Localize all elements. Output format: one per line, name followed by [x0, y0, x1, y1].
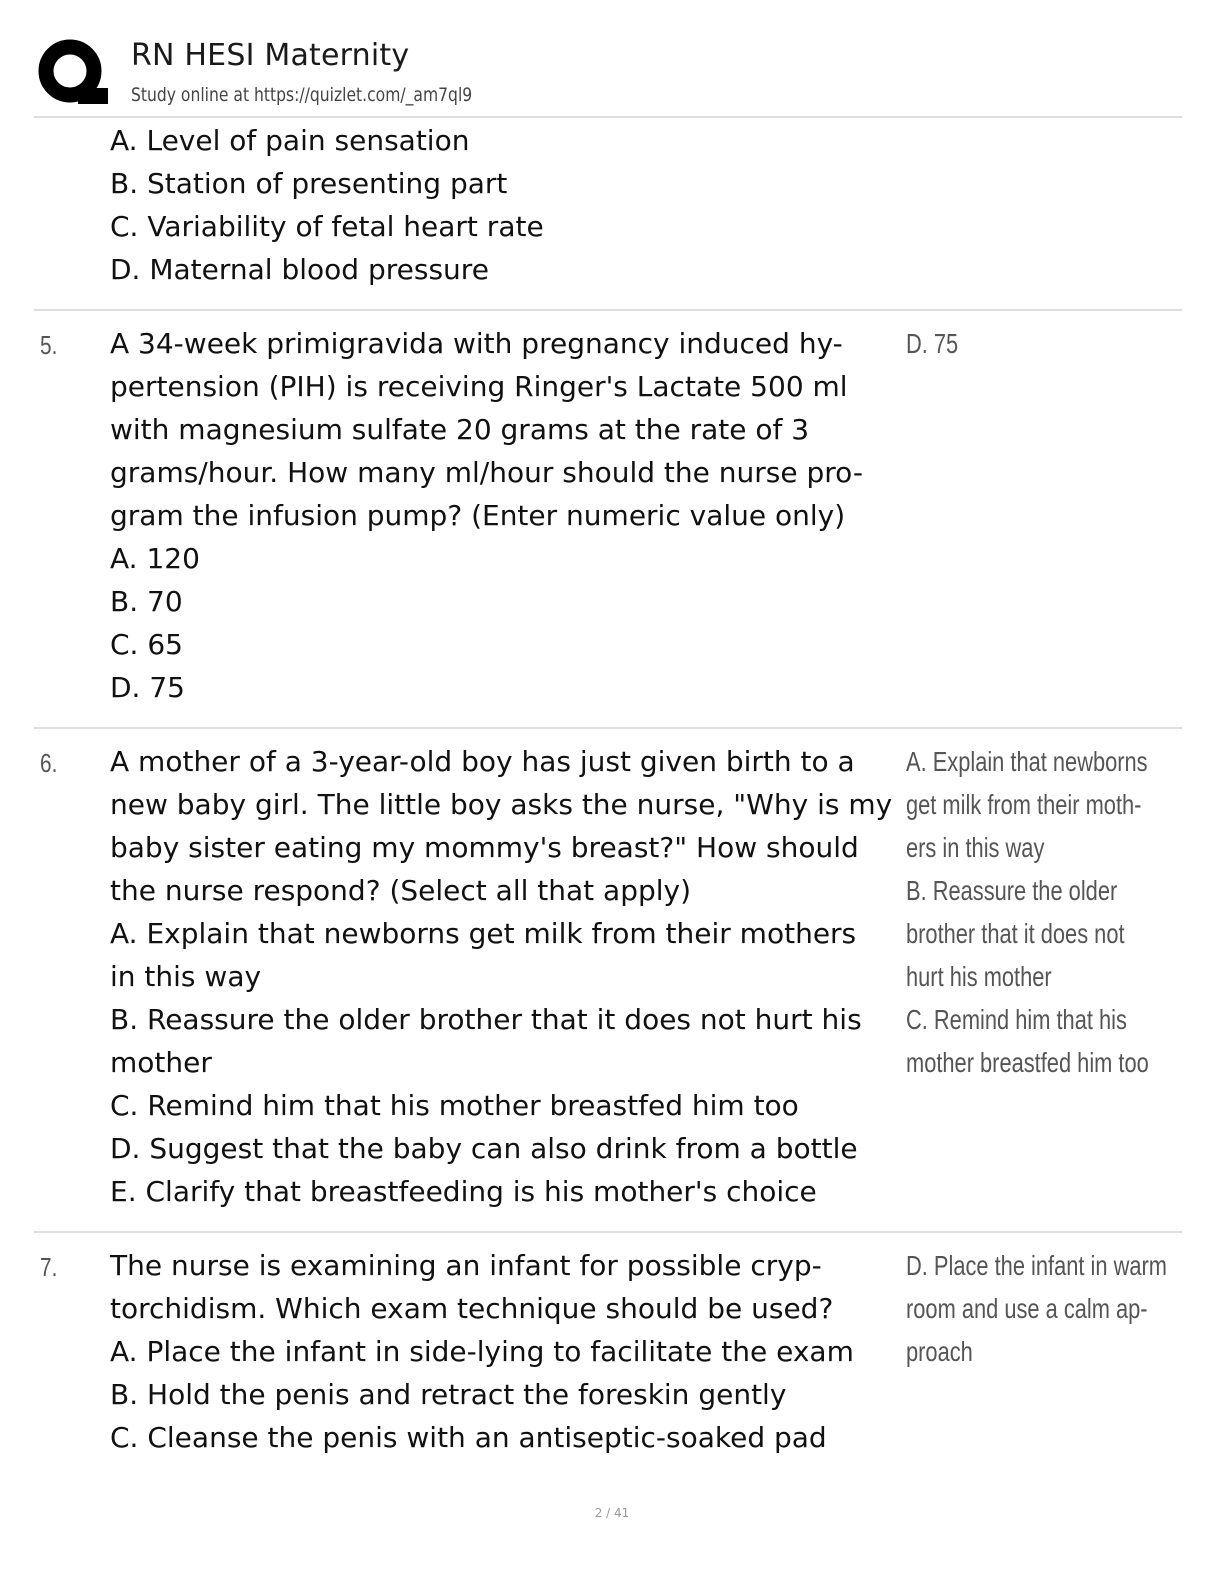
question-line: A mother of a 3-year-old boy has just given birth to a	[110, 745, 855, 778]
question-line: The nurse is examining an infant for possible cryp-	[110, 1249, 822, 1282]
question-line: torchidism. Which exam technique should be used?	[110, 1292, 834, 1325]
option-line: D. 75	[110, 671, 185, 704]
question-line: new baby girl. The little boy asks the nurse, "Why is my	[110, 788, 893, 821]
option-line: mother	[110, 1046, 212, 1079]
option-line: E. Clarify that breastfeeding is his mother's choice	[110, 1175, 817, 1208]
answer-text	[906, 322, 1206, 365]
answer-line: B. Reassure the older	[906, 875, 1118, 906]
study-link[interactable]: Study online at https://quizlet.com/_am7ql9	[131, 84, 473, 106]
question-line: with magnesium sulfate 20 grams at the rate of 3	[110, 413, 810, 446]
page-header	[34, 32, 1182, 116]
option-line: D. Suggest that the baby can also drink from a bottle	[110, 1132, 858, 1165]
question-line: grams/hour. How many ml/hour should the nurse pro-	[110, 456, 863, 489]
answer-line: D. 75	[906, 328, 959, 359]
divider	[34, 727, 1182, 729]
answer-line: A. Explain that newborns	[906, 746, 1148, 777]
divider	[34, 309, 1182, 311]
page-title: RN HESI Maternity	[131, 38, 410, 73]
answer-line: D. Place the infant in warm	[906, 1250, 1167, 1281]
question-line: gram the infusion pump? (Enter numeric value only)	[110, 499, 846, 532]
answer-line: mother breastfed him too	[906, 1047, 1149, 1078]
option-line: C. Variability of fetal heart rate	[110, 210, 544, 243]
option-line: B. Hold the penis and retract the foreskin gently	[110, 1378, 787, 1411]
option-line: in this way	[110, 960, 262, 993]
option-line: A. 120	[110, 542, 200, 575]
option-line: B. Reassure the older brother that it does not hurt his	[110, 1003, 862, 1036]
option-line: A. Place the infant in side-lying to facilitate the exam	[110, 1335, 854, 1368]
question-text	[110, 1244, 910, 1459]
question-number: 6.	[40, 748, 58, 778]
option-line: C. 65	[110, 628, 183, 661]
divider	[34, 116, 1182, 118]
question-line: A 34-week primigravida with pregnancy induced hy-	[110, 327, 843, 360]
option-line: B. Station of presenting part	[110, 167, 508, 200]
option-line: B. 70	[110, 585, 183, 618]
question-options	[110, 119, 910, 291]
option-line: A. Level of pain sensation	[110, 124, 470, 157]
answer-line: ers in this way	[906, 832, 1045, 863]
question-line: the nurse respond? (Select all that apply)	[110, 874, 692, 907]
answer-line: room and use a calm ap-	[906, 1293, 1148, 1324]
answer-line: hurt his mother	[906, 961, 1052, 992]
answer-line: brother that it does not	[906, 918, 1125, 949]
question-number: 5.	[40, 330, 58, 360]
option-line: C. Remind him that his mother breastfed him too	[110, 1089, 799, 1122]
question-number: 7.	[40, 1252, 58, 1282]
answer-line: get milk from their moth-	[906, 789, 1142, 820]
page-number: 2 / 41	[594, 1506, 630, 1520]
question-line: pertension (PIH) is receiving Ringer's Lactate 500 ml	[110, 370, 848, 403]
option-line: C. Cleanse the penis with an antiseptic-soaked pad	[110, 1421, 827, 1454]
question-text	[110, 322, 910, 709]
question-text	[110, 740, 910, 1213]
answer-line: C. Remind him that his	[906, 1004, 1127, 1035]
question-line: baby sister eating my mommy's breast?" How should	[110, 831, 859, 864]
divider	[34, 1231, 1182, 1233]
answer-text	[906, 740, 1206, 1084]
answer-line: proach	[906, 1336, 973, 1367]
option-line: D. Maternal blood pressure	[110, 253, 489, 286]
option-line: A. Explain that newborns get milk from their mothers	[110, 917, 857, 950]
answer-text	[906, 1244, 1206, 1373]
quizlet-logo-icon	[34, 34, 110, 110]
